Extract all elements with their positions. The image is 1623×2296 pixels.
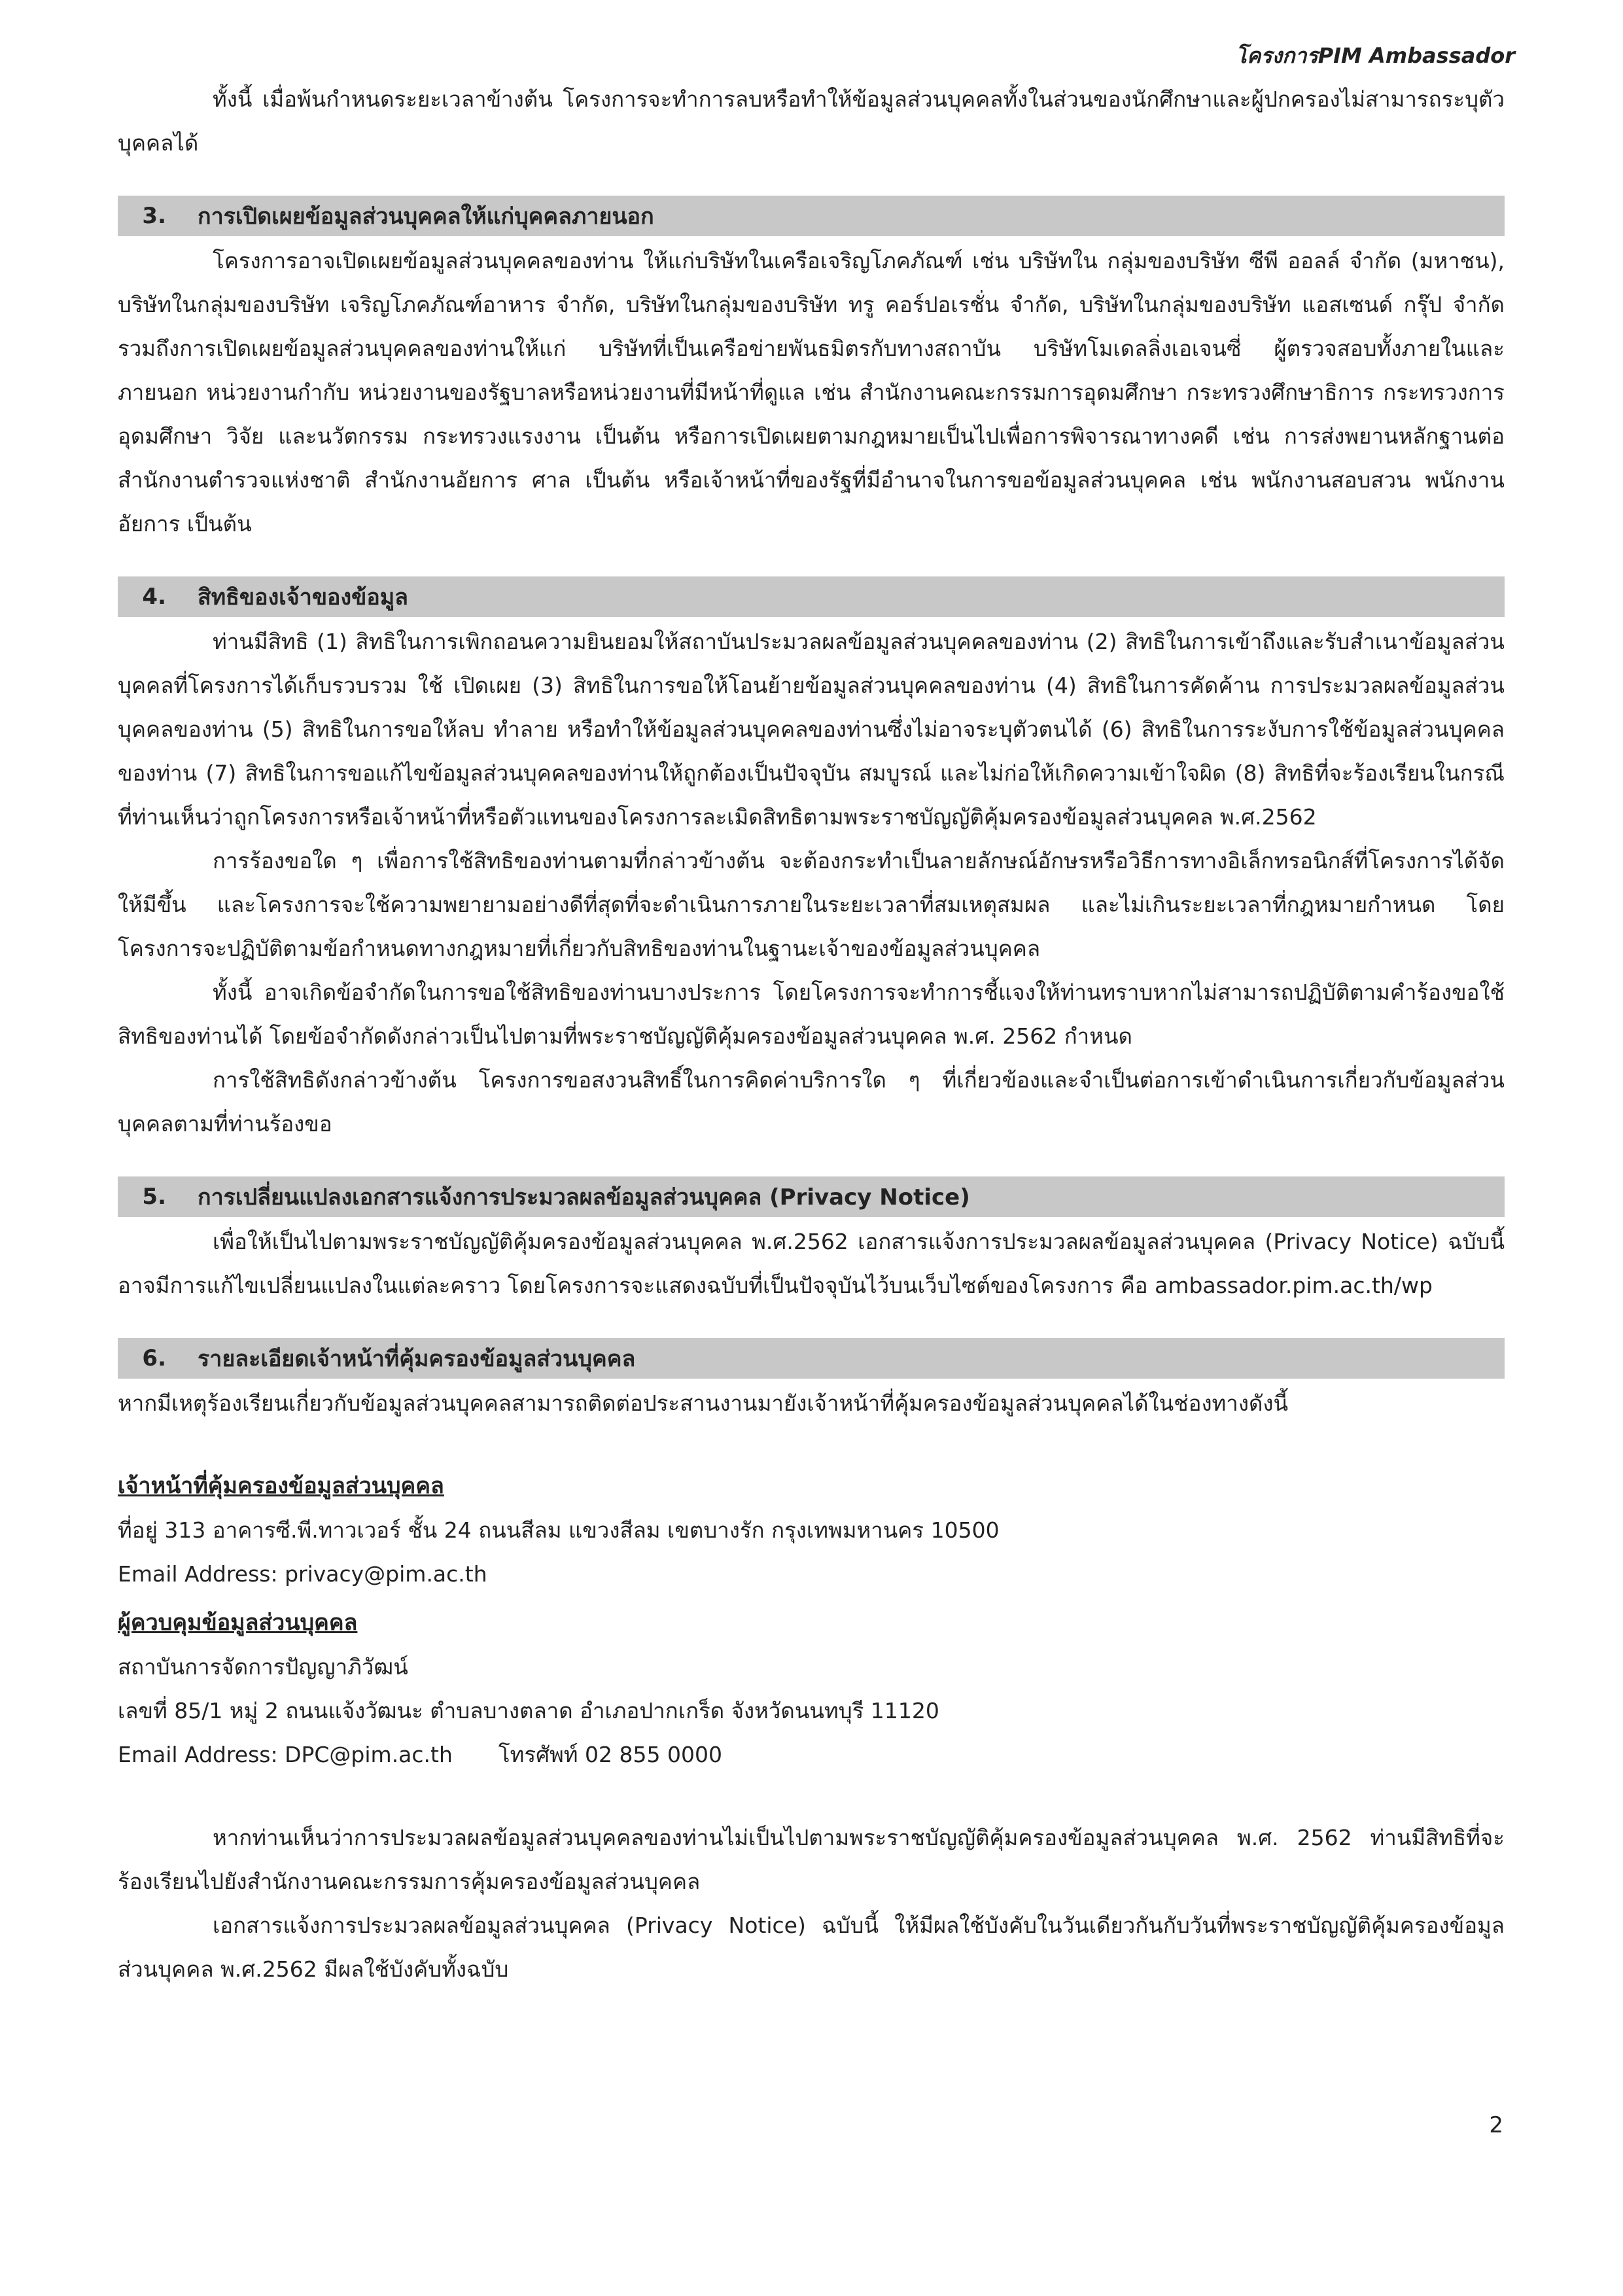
dpo-email: Email Address: privacy@pim.ac.th	[118, 1561, 487, 1587]
controller-email: Email Address: DPC@pim.ac.th	[118, 1742, 453, 1767]
section-4-title: สิทธิของเจ้าของข้อมูล	[198, 584, 408, 610]
controller-heading: ผู้ควบคุมข้อมูลส่วนบุคคล	[118, 1610, 358, 1636]
section-5-number: 5.	[142, 1184, 166, 1210]
section-6-title: รายละเอียดเจ้าหน้าที่คุ้มครองข้อมูลส่วนบุคคล	[198, 1346, 636, 1372]
section-3-title: การเปิดเผยข้อมูลส่วนบุคคลให้แก่บุคคลภายนอก	[198, 203, 654, 230]
section-3-heading	[118, 196, 1505, 236]
controller-address: เลขที่ 85/1 หมู่ 2 ถนนแจ้งวัฒนะ ตำบลบางตลาด อำเภอปากเกร็ด จังหวัดนนทบุรี 11120	[118, 1698, 939, 1723]
intro-paragraph: ทั้งนี้ เมื่อพ้นกำหนดระยะเวลาข้างต้น โครงการจะทำการลบหรือทำให้ข้อมูลส่วนบุคคลทั้งในส่วนของนักศึกษาและผู้ปกครองไม่สามารถระบุตัวบุคคลได้	[118, 86, 1505, 156]
dpo-address: ที่อยู่ 313 อาคารซี.พี.ทาวเวอร์ ชั้น 24 ถนนสีลม แขวงสีลม เขตบางรัก กรุงเทพมหานคร 10500	[118, 1517, 1000, 1543]
spacer	[118, 1776, 1505, 1816]
controller-phone: โทรศัพท์ 02 855 0000	[498, 1742, 722, 1767]
section-6-number: 6.	[142, 1345, 166, 1371]
section-5-heading	[118, 1176, 1505, 1217]
section-4-number: 4.	[142, 584, 166, 610]
section-5-title: การเปลี่ยนแปลงเอกสารแจ้งการประมวลผลข้อมูลส่วนบุคคล (Privacy Notice)	[198, 1184, 970, 1210]
section-6-heading	[118, 1338, 1505, 1379]
section-3-paragraph: โครงการอาจเปิดเผยข้อมูลส่วนบุคคลของท่าน ให้แก่บริษัทในเครือเจริญโภคภัณฑ์ เช่น บริษัทใน กลุ่มของบริษัท ซีพี ออลล์ จำกัด (มหาชน), บริษัทในกลุ่มของบริษัท เจริญโภคภัณฑ์อาหาร จำกัด, บริษัทในกลุ่มของบริษัท ทรู คอร์ปอเรชั่น จำกัด, บริษัทในกลุ่มของบริษัท แอสเซนด์ กรุ๊ป จำกัด รวมถึงการเปิดเผยข้อมูลส่วนบุคคลของท่านให้แก่ บริษัทที่เป็นเครือข่ายพันธมิตรกับทางสถาบัน บริษัทโมเดลลิ่งเอเจนซี่ ผู้ตรวจสอบทั้งภายในและภายนอก หน่วยงานกำกับ หน่วยงานของรัฐบาลหรือหน่วยงานที่มีหน้าที่ดูแล เช่น สำนักงานคณะกรรมการอุดมศึกษา กระทรวงศึกษาธิการ กระทรวงการอุดมศึกษา วิจัย และนวัตกรรม กระทรวงแรงงาน เป็นต้น หรือการเปิดเผยตามกฎหมายเป็นไปเพื่อการพิจารณาทางคดี เช่น การส่งพยานหลักฐานต่อสำนักงานตำรวจแห่งชาติ สำนักงานอัยการ ศาล เป็นต้น หรือเจ้าหน้าที่ของรัฐที่มีอำนาจในการขอข้อมูลส่วนบุคคล เช่น พนักงานสอบสวน พนักงานอัยการ เป็นต้น	[118, 248, 1505, 537]
section-4-heading	[118, 576, 1505, 617]
section-4-paragraph: ท่านมีสิทธิ (1) สิทธิในการเพิกถอนความยินยอมให้สถาบันประมวลผลข้อมูลส่วนบุคคลของท่าน (2) สิทธิในการเข้าถึงและรับสำเนาข้อมูลส่วนบุคคลที่โครงการได้เก็บรวบรวม ใช้ เปิดเผย (3) สิทธิในการขอให้โอนย้ายข้อมูลส่วนบุคคลของท่าน (4) สิทธิในการคัดค้าน การประมวลผลข้อมูลส่วนบุคคลของท่าน (5) สิทธิในการขอให้ลบ ทำลาย หรือทำให้ข้อมูลส่วนบุคคลของท่านซึ่งไม่อาจระบุตัวตนได้ (6) สิทธิในการระงับการใช้ข้อมูลส่วนบุคคลของท่าน (7) สิทธิในการขอแก้ไขข้อมูลส่วนบุคคลของท่านให้ถูกต้องเป็นปัจจุบัน สมบูรณ์ และไม่ก่อให้เกิดความเข้าใจผิด (8) สิทธิที่จะร้องเรียนในกรณีที่ท่านเห็นว่าถูกโครงการหรือเจ้าหน้าที่หรือตัวแทนของโครงการละเมิดสิทธิตามพระราชบัญญัติคุ้มครองข้อมูลส่วนบุคคล พ.ศ.2562	[118, 629, 1505, 830]
section-5-paragraph: เพื่อให้เป็นไปตามพระราชบัญญัติคุ้มครองข้อมูลส่วนบุคคล พ.ศ.2562 เอกสารแจ้งการประมวลผลข้อมูลส่วนบุคคล (Privacy Notice) ฉบับนี้ อาจมีการแก้ไขเปลี่ยนแปลงในแต่ละคราว โดยโครงการจะแสดงฉบับที่เป็นปัจจุบันไว้บนเว็บไซต์ของโครงการ คือ ambassador.pim.ac.th/wp	[118, 1229, 1505, 1298]
controller-name: สถาบันการจัดการปัญญาภิวัฒน์	[118, 1654, 408, 1680]
section-4-paragraph: การร้องขอใด ๆ เพื่อการใช้สิทธิของท่านตามที่กล่าวข้างต้น จะต้องกระทำเป็นลายลักษณ์อักษรหรือวิธีการทางอิเล็กทรอนิกส์ที่โครงการได้จัดให้มีขึ้น และโครงการจะใช้ความพยายามอย่างดีที่สุดที่จะดำเนินการภายในระยะเวลาที่สมเหตุสมผล และไม่เกินระยะเวลาที่กฎหมายกำหนด โดยโครงการจะปฏิบัติตามข้อกำหนดทางกฎหมายที่เกี่ยวกับสิทธิของท่านในฐานะเจ้าของข้อมูลส่วนบุคคล	[118, 848, 1505, 961]
spacer	[118, 1425, 1505, 1464]
closing-paragraph: หากท่านเห็นว่าการประมวลผลข้อมูลส่วนบุคคลของท่านไม่เป็นไปตามพระราชบัญญัติคุ้มครองข้อมูลส่วนบุคคล พ.ศ. 2562 ท่านมีสิทธิที่จะร้องเรียนไปยังสำนักงานคณะกรรมการคุ้มครองข้อมูลส่วนบุคคล	[118, 1825, 1505, 1894]
header-project-title: โครงการPIM Ambassador	[1235, 43, 1515, 68]
dpo-heading: เจ้าหน้าที่คุ้มครองข้อมูลส่วนบุคคล	[118, 1473, 444, 1499]
document-body	[118, 77, 1505, 1991]
section-6-paragraph: หากมีเหตุร้องเรียนเกี่ยวกับข้อมูลส่วนบุคคลสามารถติดต่อประสานงานมายังเจ้าหน้าที่คุ้มครองข้อมูลส่วนบุคคลได้ในช่องทางดังนี้	[118, 1390, 1289, 1416]
section-4-paragraph: ทั้งนี้ อาจเกิดข้อจำกัดในการขอใช้สิทธิของท่านบางประการ โดยโครงการจะทำการชี้แจงให้ท่านทราบหากไม่สามารถปฏิบัติตามคำร้องขอใช้สิทธิของท่านได้ โดยข้อจำกัดดังกล่าวเป็นไปตามที่พระราชบัญญัติคุ้มครองข้อมูลส่วนบุคคล พ.ศ. 2562 กำหนด	[118, 980, 1505, 1049]
page-number: 2	[1489, 2112, 1503, 2138]
section-3-number: 3.	[142, 203, 166, 229]
section-4-paragraph: การใช้สิทธิดังกล่าวข้างต้น โครงการขอสงวนสิทธิ์ในการคิดค่าบริการใด ๆ ที่เกี่ยวข้องและจำเป็นต่อการเข้าดำเนินการเกี่ยวกับข้อมูลส่วนบุคคลตามที่ท่านร้องขอ	[118, 1067, 1505, 1137]
closing-paragraph: เอกสารแจ้งการประมวลผลข้อมูลส่วนบุคคล (Privacy Notice) ฉบับนี้ ให้มีผลใช้บังคับในวันเดียวกันกับวันที่พระราชบัญญัติคุ้มครองข้อมูลส่วนบุคคล พ.ศ.2562 มีผลใช้บังคับทั้งฉบับ	[118, 1913, 1505, 1982]
controller-contact	[118, 1733, 1505, 1776]
